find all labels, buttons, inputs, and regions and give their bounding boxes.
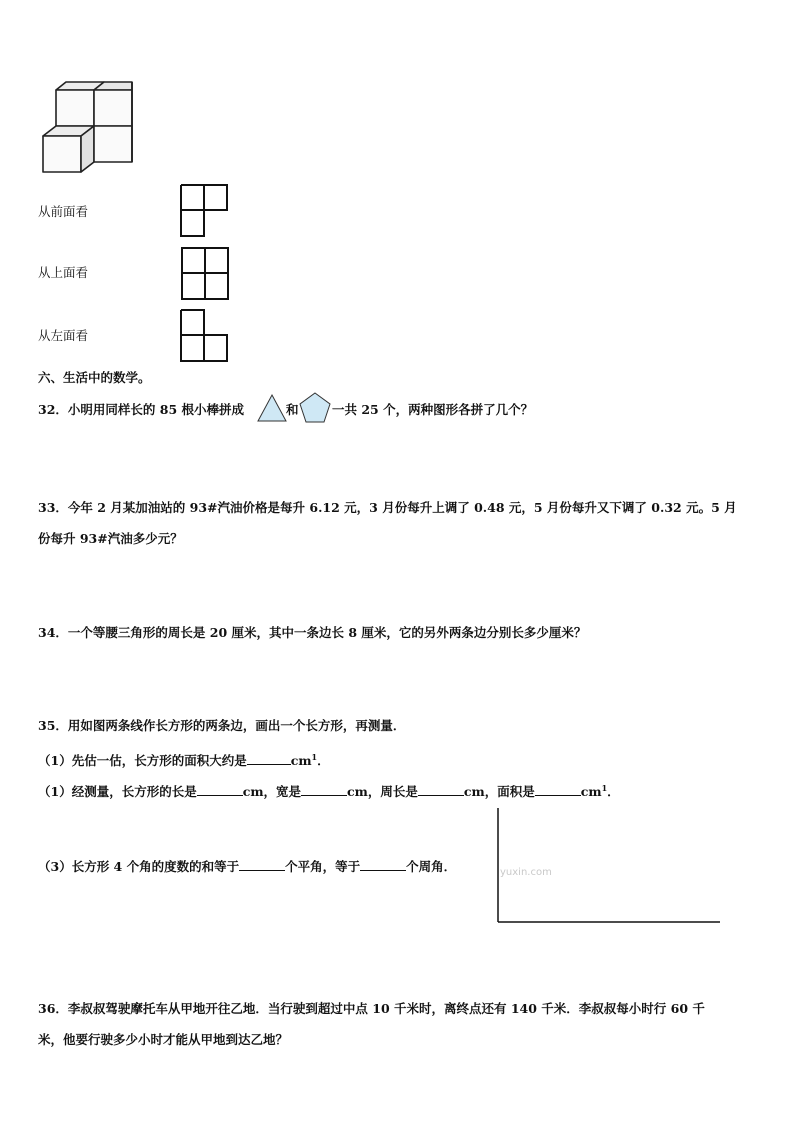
- cube-figure: [38, 80, 138, 176]
- watermark: yuxin.com: [500, 867, 552, 878]
- perimeter-blank[interactable]: [418, 783, 464, 796]
- question-number: 32．: [38, 402, 68, 417]
- q35-part1: （1）先估一估，长方形的面积大约是 $cm^1$．: [38, 752, 330, 768]
- q32-text-b: 一共 25 个，两种图形各拼了几个？: [332, 402, 534, 417]
- question-number: 34．: [38, 625, 68, 640]
- q32-text-a: 32．小明用同样长的 85 根小棒拼成: [38, 402, 245, 417]
- rectangle-sides-drawing: [494, 806, 724, 926]
- q35-part2: （1）经测量，长方形的长是 cm，宽是 cm，周长是 cm，面积是 $cm^1$．: [38, 783, 620, 799]
- pentagon-icon: [298, 392, 332, 424]
- question-number: 36．: [38, 1001, 68, 1016]
- length-blank[interactable]: [197, 783, 243, 796]
- top-view-label: 从上面看: [38, 265, 89, 280]
- full-angle-blank[interactable]: [360, 858, 406, 871]
- triangle-icon: [257, 394, 287, 422]
- q35-text: 35．用如图两条线作长方形的两条边，画出一个长方形，再测量．: [38, 718, 406, 733]
- section-title: 六、生活中的数学。: [38, 370, 151, 385]
- q36-line1: 36．李叔叔驾驶摩托车从甲地开往乙地．当行驶到超过中点 10 千米时，离终点还有 140 千米．李叔叔每小时行 60 千: [38, 1001, 705, 1016]
- left-view-label: 从左面看: [38, 328, 89, 343]
- front-view-drawing: [180, 184, 230, 238]
- question-number: 33．: [38, 500, 68, 515]
- top-view-drawing: [181, 247, 231, 301]
- question-number: 35．: [38, 718, 68, 733]
- left-view-drawing: [180, 309, 230, 363]
- front-view-label: 从前面看: [38, 204, 89, 219]
- q36-line2: 米，他要行驶多少小时才能从甲地到达乙地？: [38, 1032, 289, 1047]
- q33-line2: 份每升 93#汽油多少元？: [38, 531, 183, 546]
- q34-text: 34．一个等腰三角形的周长是 20 厘米，其中一条边长 8 厘米，它的另外两条边分别长多少厘米？: [38, 625, 587, 640]
- area-blank[interactable]: [535, 783, 581, 796]
- q35-part3: （3）长方形 4 个角的度数的和等于 个平角，等于 个周角．: [38, 859, 457, 874]
- answer-blank[interactable]: [247, 752, 291, 765]
- straight-angle-blank[interactable]: [239, 858, 285, 871]
- width-blank[interactable]: [301, 783, 347, 796]
- q32-and: 和: [286, 402, 299, 417]
- q33-line1: 33．今年 2 月某加油站的 93#汽油价格是每升 6.12 元，3 月份每升上调了 0.48 元，5 月份每升又下调了 0.32 元。5 月: [38, 500, 737, 515]
